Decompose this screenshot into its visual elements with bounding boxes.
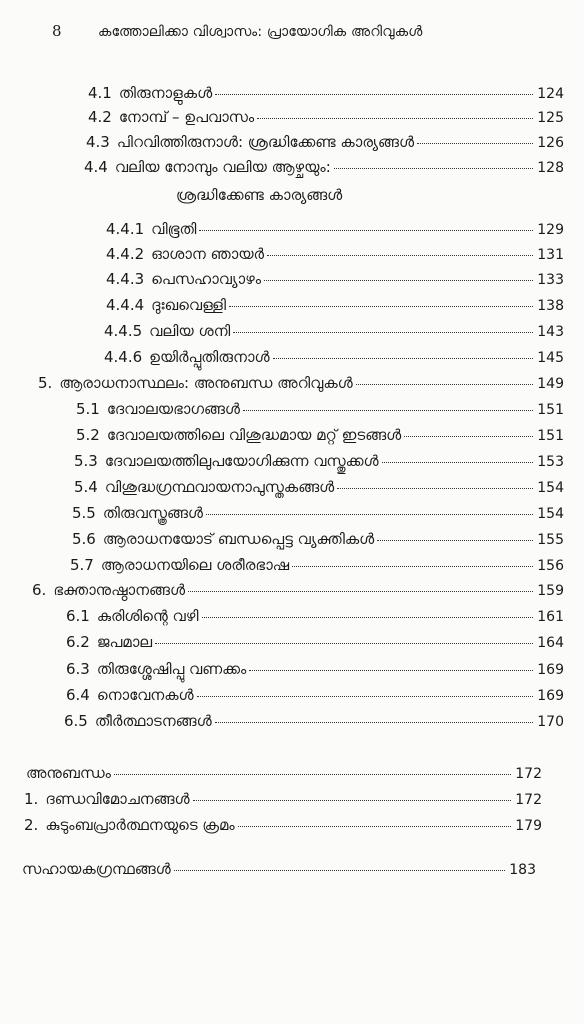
entry-title: വിഭൂതി xyxy=(151,220,197,238)
entry-number: 4.2 xyxy=(88,108,112,126)
dot-leader xyxy=(174,870,506,871)
dot-leader xyxy=(334,168,534,169)
toc-entry xyxy=(24,790,542,814)
entry-title: ദേവാലയഭാഗങ്ങൾ xyxy=(106,400,240,418)
dot-leader xyxy=(356,384,534,385)
entry-page: 155 xyxy=(537,532,564,548)
entry-title: ഓശാന ഞായർ xyxy=(151,245,265,263)
dot-leader xyxy=(243,410,533,411)
entry-page: 172 xyxy=(515,792,542,808)
dot-leader xyxy=(188,591,533,592)
entry-number: 6.1 xyxy=(66,607,90,625)
entry-number: 5.2 xyxy=(76,426,100,444)
entry-page: 154 xyxy=(537,480,564,496)
entry-title: വലിയ നോമ്പും വലിയ ആഴ്ചയും: xyxy=(114,158,331,176)
entry-title: നൊവേനകൾ xyxy=(96,686,194,704)
entry-title: അനുബന്ധം xyxy=(26,764,111,782)
toc-entry-continuation: ശ്രദ്ധിക്കേണ്ട കാര്യങ്ങൾ xyxy=(176,186,343,204)
entry-title: ആരാധനാസ്ഥലം: അനുബന്ധ അറിവുകൾ xyxy=(59,374,353,392)
entry-number: 5.6 xyxy=(72,530,96,548)
entry-title: കുരിശിന്റെ വഴി xyxy=(96,607,199,625)
entry-number: 6. xyxy=(32,581,47,599)
toc-entry xyxy=(22,860,536,884)
toc-entry xyxy=(74,452,564,476)
dot-leader xyxy=(377,540,533,541)
entry-page: 169 xyxy=(537,688,564,704)
entry-number: 5.1 xyxy=(76,400,100,418)
entry-number: 4.4.4 xyxy=(106,296,145,314)
entry-title: ആരാധനയോട് ബന്ധപ്പെട്ട വ്യക്തികൾ xyxy=(102,530,375,548)
toc-entry xyxy=(104,322,564,346)
entry-page: 154 xyxy=(537,506,564,522)
entry-number: 5.3 xyxy=(74,452,98,470)
entry-title: ഉയിർപ്പുതിരുനാൾ xyxy=(149,348,270,366)
entry-number: 5.5 xyxy=(72,504,96,522)
entry-title: തീർത്ഥാടനങ്ങൾ xyxy=(94,712,212,730)
entry-title: ദണ്ഡവിമോചനങ്ങൾ xyxy=(45,790,190,808)
entry-page: 149 xyxy=(537,376,564,392)
toc-entry xyxy=(74,478,564,502)
entry-title: പിറവിത്തിരുനാൾ: ശ്രദ്ധിക്കേണ്ട കാര്യങ്ങൾ xyxy=(116,133,415,151)
toc-entry xyxy=(26,764,542,788)
entry-number: 1. xyxy=(24,790,39,808)
entry-page: 172 xyxy=(515,766,542,782)
entry-number: 5.7 xyxy=(70,556,94,574)
entry-title: നോമ്പ് – ഉപവാസം xyxy=(118,108,255,126)
toc-entry xyxy=(66,607,564,631)
toc-entry xyxy=(66,660,564,684)
entry-page: 145 xyxy=(537,350,564,366)
entry-page: 126 xyxy=(537,135,564,151)
entry-title: സഹായകഗ്രന്ഥങ്ങൾ xyxy=(22,860,171,878)
entry-title: കുടുംബപ്രാർത്ഥനയുടെ ക്രമം xyxy=(45,816,235,834)
entry-page: 179 xyxy=(515,818,542,834)
entry-page: 153 xyxy=(537,454,564,470)
entry-page: 124 xyxy=(537,86,564,102)
entry-number: 4.4.1 xyxy=(106,220,145,238)
entry-page: 129 xyxy=(537,222,564,238)
dot-leader xyxy=(197,696,534,697)
toc-entry xyxy=(88,108,564,132)
entry-number: 4.4.6 xyxy=(104,348,143,366)
entry-title: ആരാധനയിലെ ശരീരഭാഷ xyxy=(100,556,290,574)
entry-number: 4.4.5 xyxy=(104,322,143,340)
entry-title: ഭക്താനുഷ്ഠാനങ്ങൾ xyxy=(53,581,186,599)
entry-number: 5. xyxy=(38,374,53,392)
entry-number: 6.2 xyxy=(66,633,90,651)
toc-entry xyxy=(84,158,564,182)
toc-entry xyxy=(86,133,564,157)
entry-page: 170 xyxy=(537,714,564,730)
toc-entry xyxy=(106,245,564,269)
dot-leader xyxy=(257,118,533,119)
toc-entry xyxy=(88,84,564,108)
dot-leader xyxy=(267,255,533,256)
dot-leader xyxy=(264,280,533,281)
entry-page: 151 xyxy=(537,428,564,444)
toc-entry xyxy=(106,270,564,294)
dot-leader xyxy=(382,462,534,463)
toc-entry xyxy=(66,686,564,710)
toc-entry xyxy=(66,633,564,657)
entry-page: 128 xyxy=(537,160,564,176)
entry-title: തിരുവസ്ത്രങ്ങൾ xyxy=(102,504,203,522)
dot-leader xyxy=(417,143,533,144)
running-title: കത്തോലിക്കാ വിശ്വാസം: പ്രായോഗിക അറിവുകൾ xyxy=(98,24,423,40)
entry-page: 131 xyxy=(537,247,564,263)
entry-page: 183 xyxy=(509,862,536,878)
dot-leader xyxy=(193,800,512,801)
entry-number: 5.4 xyxy=(74,478,98,496)
entry-number: 6.3 xyxy=(66,660,90,678)
dot-leader xyxy=(337,488,533,489)
entry-title: ദേവാലയത്തിലുപയോഗിക്കുന്ന വസ്തുക്കൾ xyxy=(104,452,379,470)
entry-number: 4.1 xyxy=(88,84,112,102)
entry-page: 161 xyxy=(537,609,564,625)
entry-page: 125 xyxy=(537,110,564,126)
toc-entry xyxy=(70,556,564,580)
dot-leader xyxy=(202,617,534,618)
dot-leader xyxy=(215,94,533,95)
entry-page: 151 xyxy=(537,402,564,418)
toc-entry xyxy=(76,400,564,424)
entry-title: വലിയ ശനി xyxy=(149,322,231,340)
dot-leader xyxy=(249,670,533,671)
dot-leader xyxy=(292,566,533,567)
dot-leader xyxy=(238,826,512,827)
dot-leader xyxy=(215,722,534,723)
entry-number: 2. xyxy=(24,816,39,834)
toc-entry xyxy=(72,504,564,528)
entry-title: പെസഹാവ്യാഴം xyxy=(151,270,262,288)
entry-page: 169 xyxy=(537,662,564,678)
entry-title: തിരുശ്ശേഷിപ്പു വണക്കം xyxy=(96,660,247,678)
toc-entry xyxy=(32,581,564,605)
entry-page: 133 xyxy=(537,272,564,288)
entry-title: തിരുനാളുകൾ xyxy=(118,84,213,102)
dot-leader xyxy=(273,358,534,359)
toc-entry xyxy=(24,816,542,840)
toc-entry xyxy=(38,374,564,398)
page-number: 8 xyxy=(52,22,62,40)
toc-entry xyxy=(64,712,564,736)
toc-entry xyxy=(106,296,564,320)
dot-leader xyxy=(199,230,533,231)
entry-title: ദുഃഖവെള്ളി xyxy=(151,296,227,314)
entry-page: 143 xyxy=(537,324,564,340)
entry-number: 4.4 xyxy=(84,158,108,176)
toc-entry xyxy=(72,530,564,554)
entry-page: 138 xyxy=(537,298,564,314)
dot-leader xyxy=(114,774,511,775)
toc-entry xyxy=(76,426,564,450)
dot-leader xyxy=(155,643,533,644)
entry-page: 159 xyxy=(537,583,564,599)
toc-entry xyxy=(104,348,564,372)
entry-page: 156 xyxy=(537,558,564,574)
entry-number: 6.5 xyxy=(64,712,88,730)
dot-leader xyxy=(206,514,533,515)
dot-leader xyxy=(404,436,533,437)
entry-page: 164 xyxy=(537,635,564,651)
entry-title: ദേവാലയത്തിലെ വിശുദ്ധമായ മറ്റ് ഇടങ്ങൾ xyxy=(106,426,402,444)
entry-number: 4.4.2 xyxy=(106,245,145,263)
entry-number: 4.3 xyxy=(86,133,110,151)
entry-title: ജപമാല xyxy=(96,633,153,651)
dot-leader xyxy=(229,306,533,307)
dot-leader xyxy=(233,332,533,333)
entry-number: 4.4.3 xyxy=(106,270,145,288)
entry-title: വിശുദ്ധഗ്രന്ഥവായനാപുസ്തകങ്ങൾ xyxy=(104,478,335,496)
entry-number: 6.4 xyxy=(66,686,90,704)
toc-entry xyxy=(106,220,564,244)
